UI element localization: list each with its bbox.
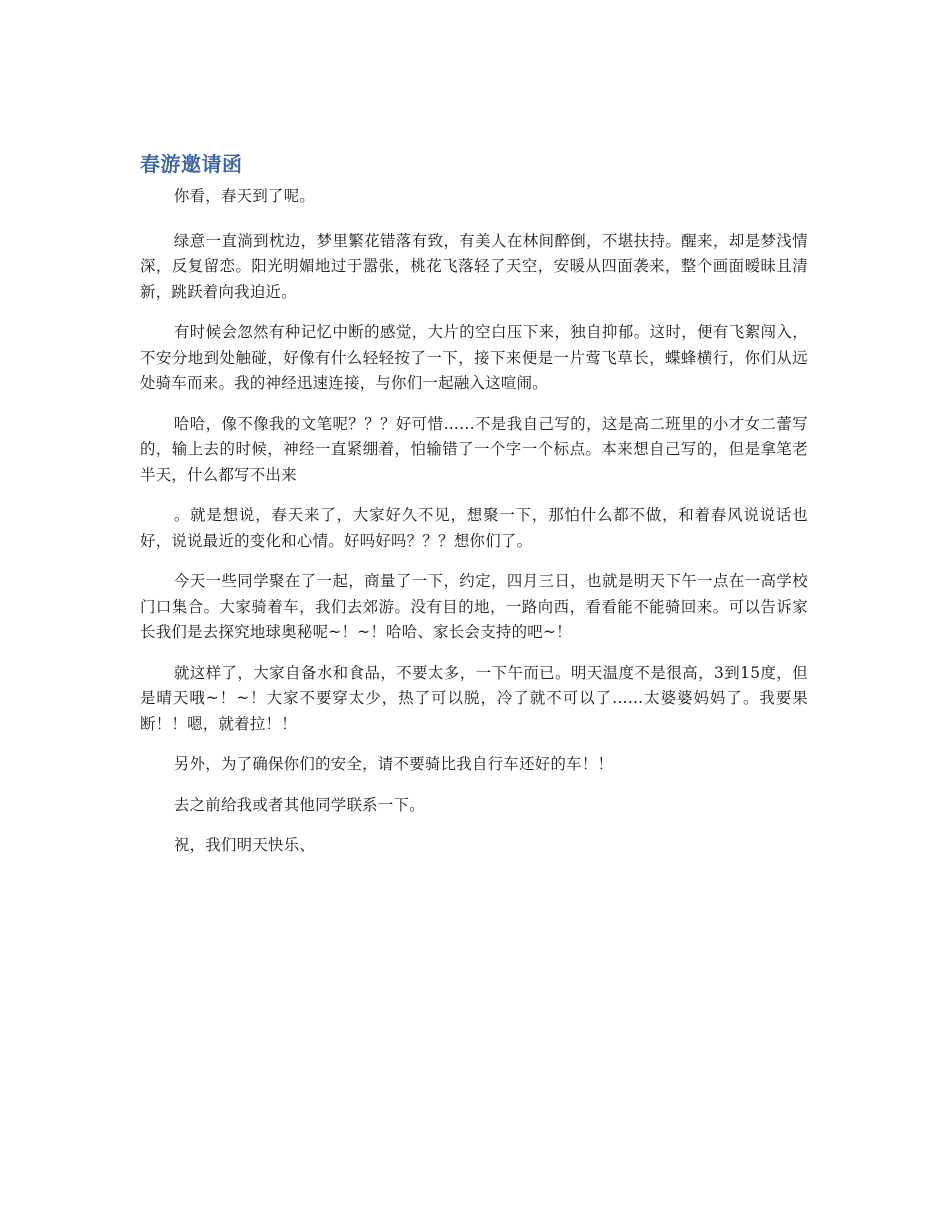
paragraph-preparation: 就这样了，大家自备水和食品，不要太多，一下午而已。明天温度不是很高，3到15度，但是晴天哦~！~！大家不要穿太少，热了可以脱，冷了就不可以了……太婆婆妈妈了。我要果断！！嗯，就着拉！！ xyxy=(140,663,808,733)
paragraph-gathering-wish: 。就是想说，春天来了，大家好久不见，想聚一下，那怕什么都不做，和着春风说说话也好，说说最近的变化和心情。好吗好吗？？？想你们了。 xyxy=(140,506,808,550)
paragraph-closing: 祝，我们明天快乐、 xyxy=(173,836,316,854)
paragraph-plan: 今天一些同学聚在了一起，商量了一下，约定，四月三日，也就是明天下午一点在一高学校门口集合。大家骑着车，我们去郊游。没有目的地，一路向西，看看能不能骑回来。可以告诉家长我们是去探究地球奥秘呢~！~！哈哈、家长会支持的吧~！ xyxy=(140,572,808,641)
document-title: 春游邀请函 xyxy=(140,152,243,176)
paragraph-memory: 有时候会忽然有种记忆中断的感觉，大片的空白压下来，独自抑郁。这时，便有飞絮闯入，不安分地到处触碰，好像有什么轻轻按了一下，接下来便是一片莺飞草长，蝶蜂横行，你们从远处骑车而来。我的神经迅速连接，与你们一起融入这喧闹。 xyxy=(140,323,808,392)
paragraph-greeting: 你看，春天到了呢。 xyxy=(173,187,316,205)
document-page xyxy=(140,148,808,874)
paragraph-author-note: 哈哈，像不像我的文笔呢？？？好可惜……不是我自己写的，这是高二班里的小才女二蕾写的，输上去的时候，神经一直紧绷着，怕输错了一个字一个标点。本来想自己写的，但是拿笔老半天，什么都写不出来 xyxy=(140,414,808,484)
paragraph-contact: 去之前给我或者其他同学联系一下。 xyxy=(173,795,425,814)
paragraph-dream: 绿意一直淌到枕边，梦里繁花错落有致，有美人在林间醉倒，不堪扶持。醒来，却是梦浅情深，反复留恋。阳光明媚地过于嚣张，桃花飞落轻了天空，安暖从四面袭来，整个画面暧昧且清新，跳跃着向我迫近。 xyxy=(140,231,808,301)
paragraph-safety: 另外，为了确保你们的安全，请不要骑比我自行车还好的车！！ xyxy=(173,755,614,773)
